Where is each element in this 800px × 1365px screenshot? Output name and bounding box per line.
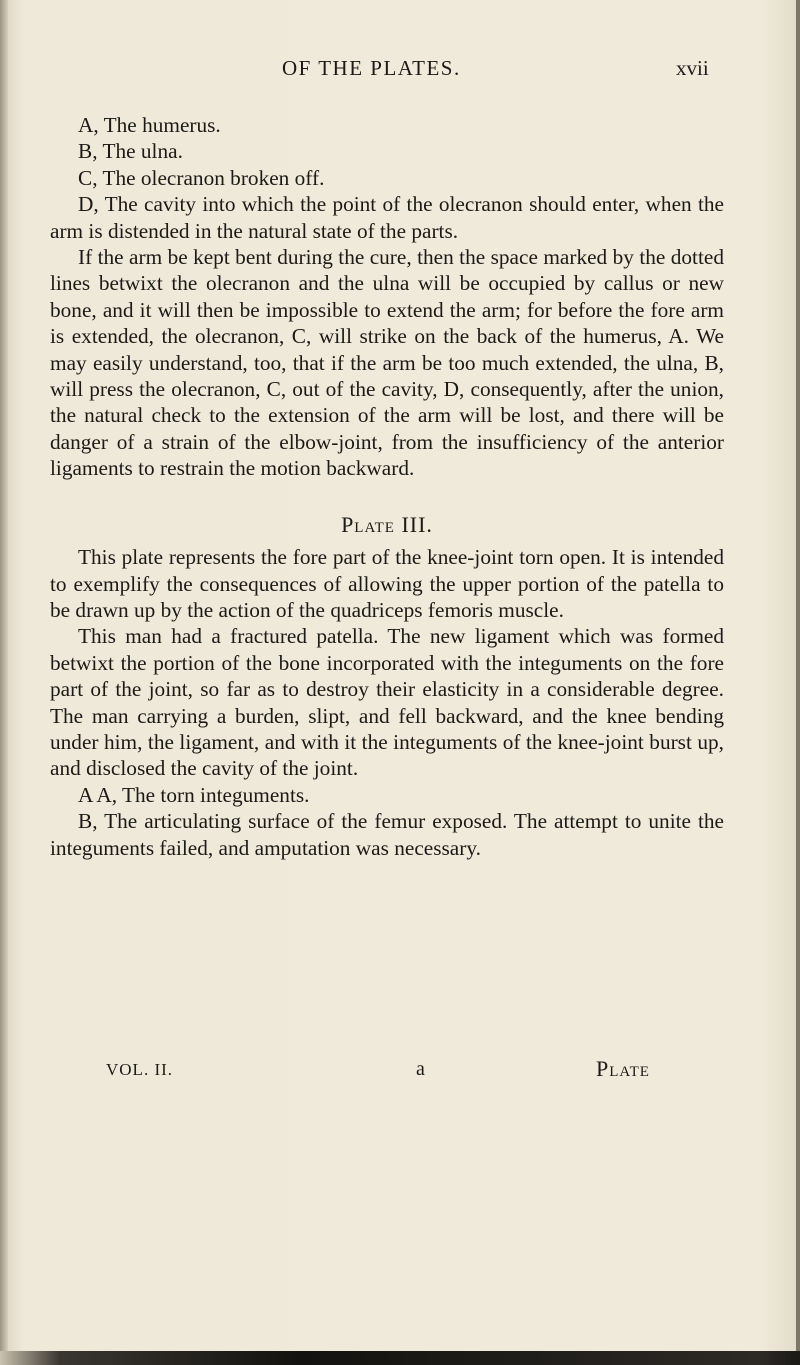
plate-item-b: B, The ulna.	[78, 139, 183, 164]
page-number: xvii	[676, 56, 709, 80]
running-head	[0, 56, 800, 86]
paragraph-case-history: This man had a fractured patella. The new ligament which was formed betwixt the portion of the bone incorporated with the integuments on the fore part of the joint, so far as to destroy their elasticity in a considerable degree. The man carrying a burden, slipt, and fell backward, and the knee bending under him, the ligament, and with it the integuments of the knee-joint burst up, and disclosed the cavity of the joint.	[50, 624, 724, 781]
signature-mark: a	[416, 1058, 425, 1080]
volume-label: VOL. II.	[106, 1060, 174, 1079]
plate-item-b-femur: B, The articulating surface of the femur exposed. The attempt to unite the integuments failed, and amputation was necessary.	[50, 809, 724, 860]
plate-item-aa: A A, The torn integuments.	[78, 782, 310, 807]
paragraph-plate-description: This plate represents the fore part of the knee-joint torn open. It is intended to exemplify the consequences of allowing the upper portion of the patella to be drawn up by the action of the quadriceps femoris muscle.	[50, 545, 724, 622]
plate-heading: Plate III.	[341, 511, 433, 537]
page-bottom-edge	[0, 1351, 800, 1365]
plate-item-c: C, The olecranon broken off.	[78, 165, 325, 190]
running-head-title: OF THE PLATES.	[282, 56, 461, 80]
page-right-edge	[796, 0, 800, 1365]
plate-item-d: D, The cavity into which the point of the olecranon should enter, when the arm is distended in the natural state of the parts.	[50, 192, 724, 243]
catchword: Plate	[596, 1056, 650, 1081]
plate-item-a: A, The humerus.	[78, 113, 221, 137]
main-text	[50, 112, 724, 861]
paragraph-arm-bent: If the arm be kept bent during the cure, then the space marked by the dotted lines betwixt the olecranon and the ulna will be occupied by callus or new bone, and it will then be impossible to extend the arm; for before the fore arm is extended, the olecranon, C, will strike on the back of the humerus, A. We may easily understand, too, that if the arm be too much extended, the ulna, B, will press the olecranon, C, out of the cavity, D, consequently, after the union, the natural check to the extension of the arm will be lost, and there will be danger of a strain of the elbow-joint, from the insufficiency of the anterior ligaments to restrain the motion backward.	[50, 245, 724, 481]
page-footer	[0, 1056, 800, 1090]
page-gutter-shadow	[0, 0, 8, 1365]
